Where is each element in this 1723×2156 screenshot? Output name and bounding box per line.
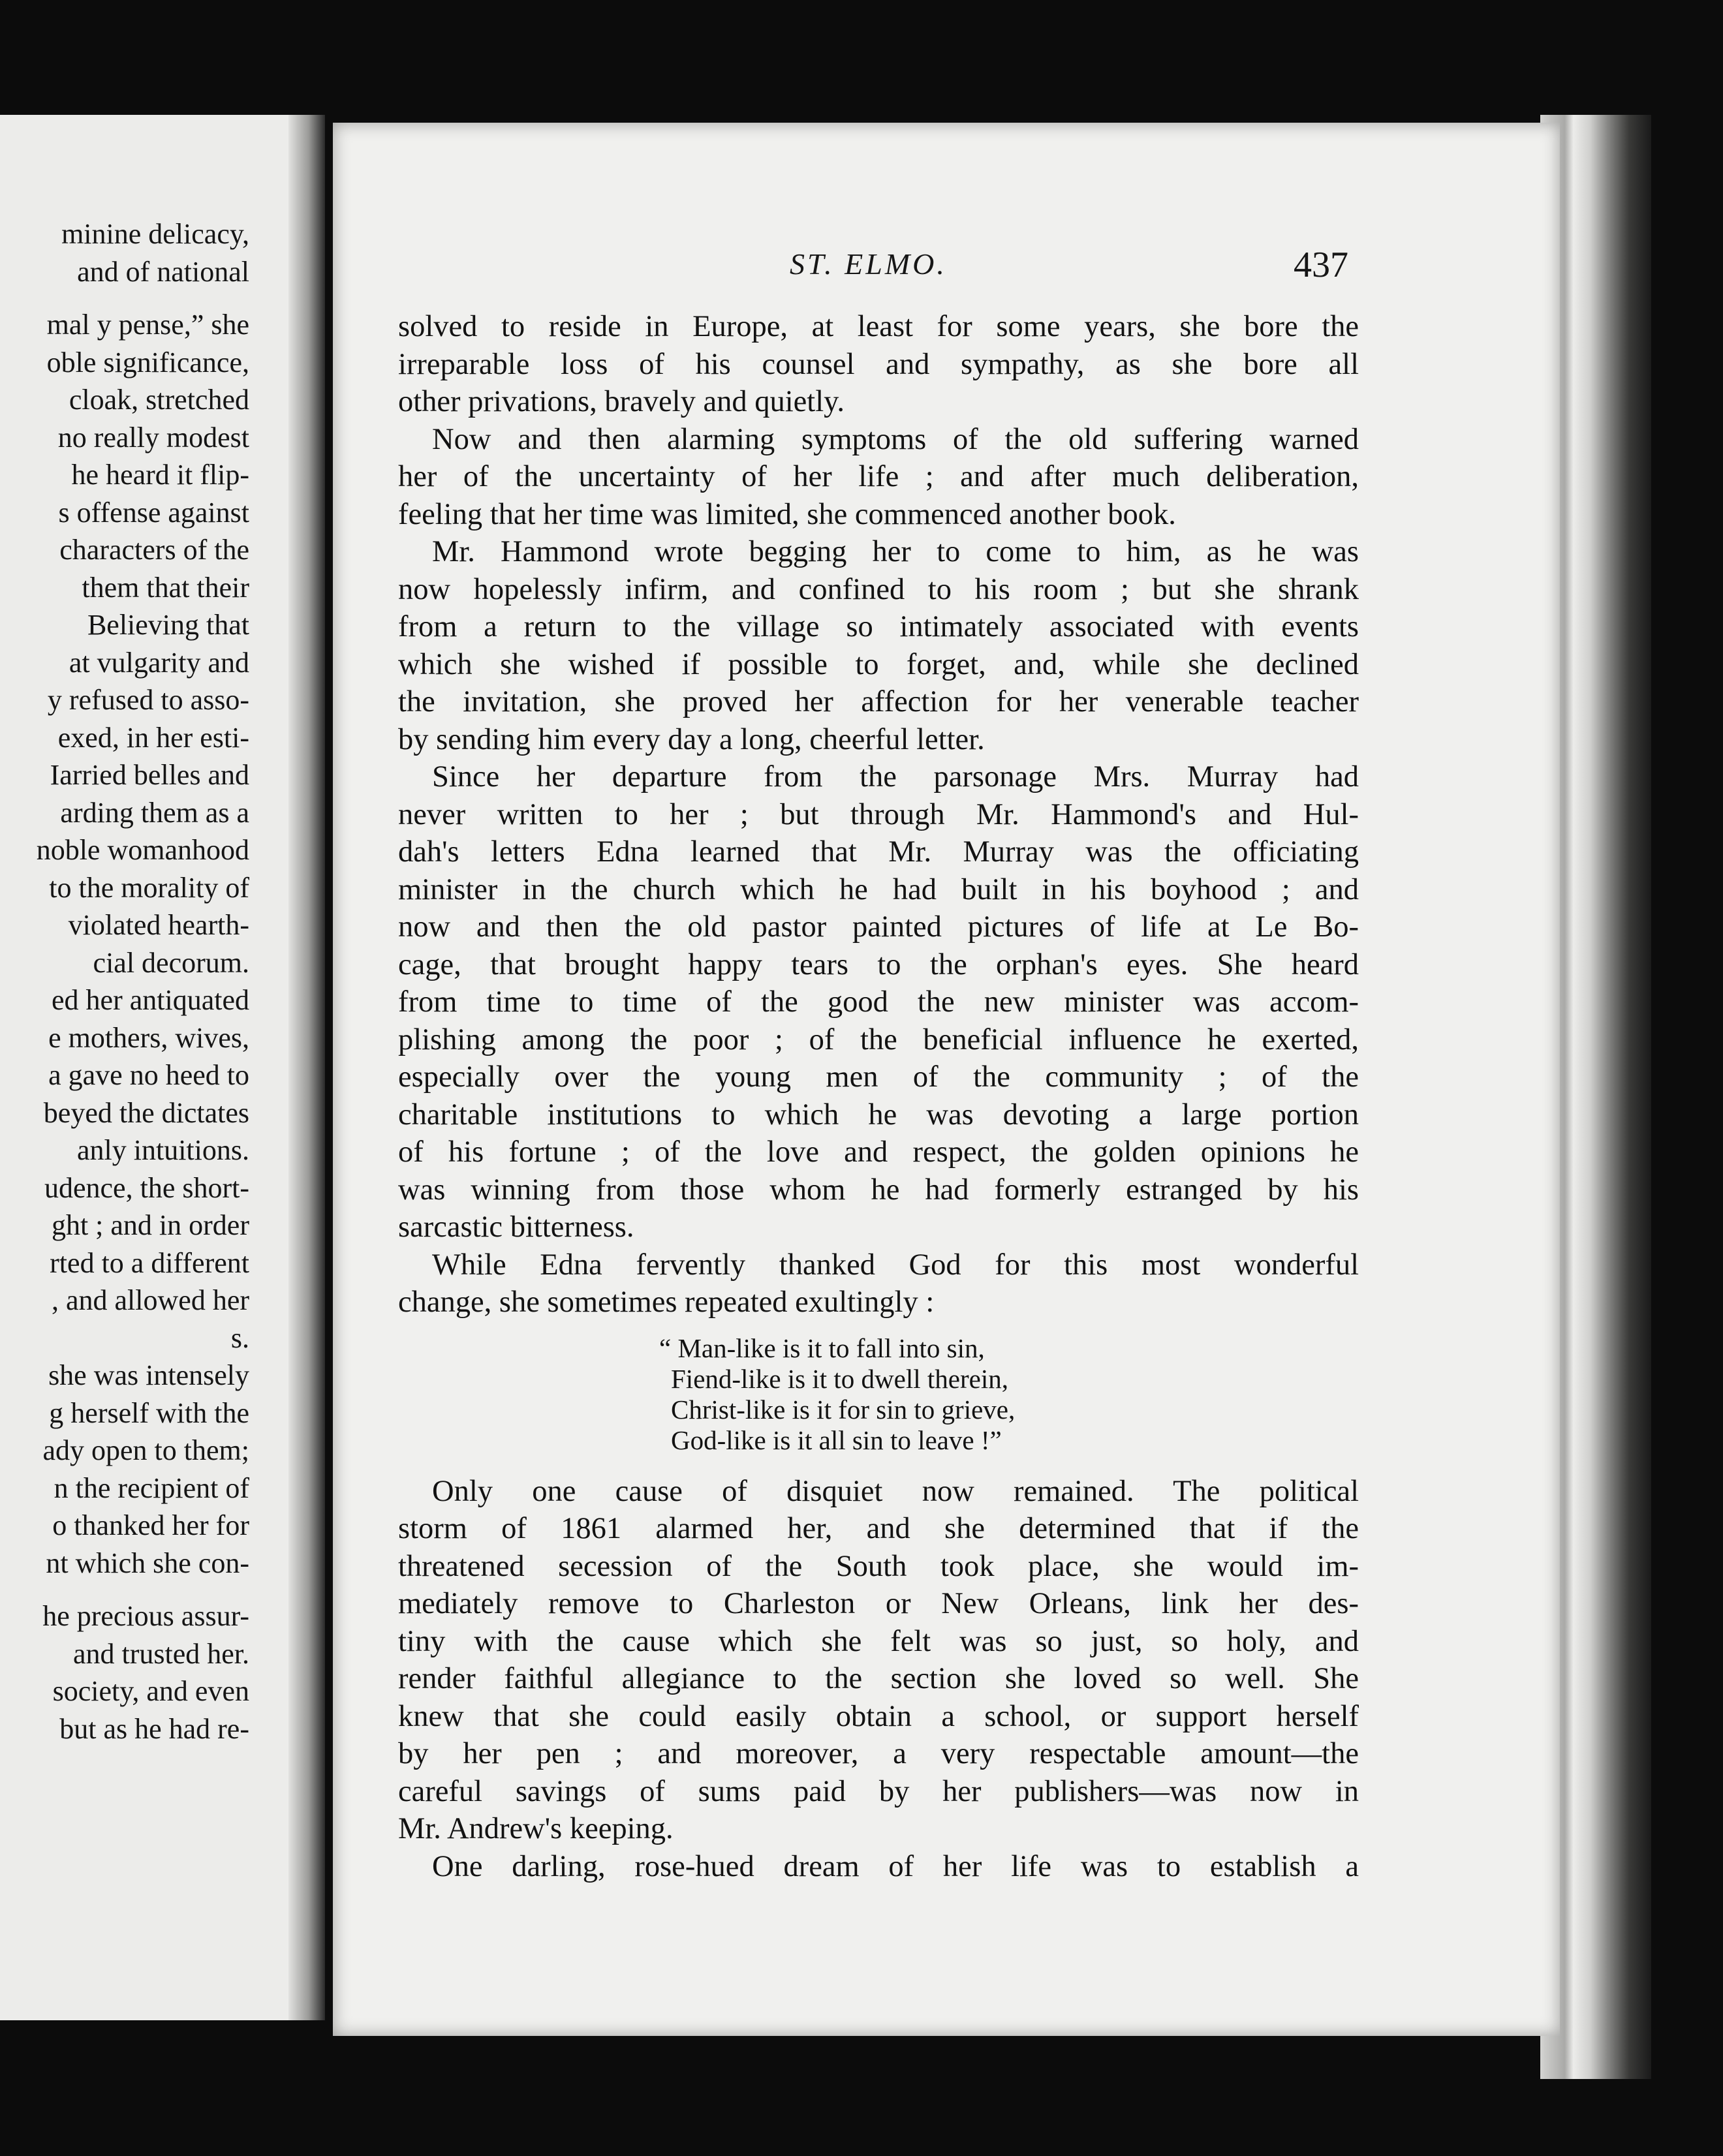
text-line: One darling, rose-hued dream of her life was to establish a xyxy=(432,1849,1359,1883)
text-line: now hopelessly infirm, and confined to his room ; but she shrank xyxy=(398,572,1359,606)
text-line: cage, that brought happy tears to the orphan's eyes. She heard xyxy=(398,947,1359,981)
left-text-line: s. xyxy=(230,1321,249,1354)
left-text-line: cloak, stretched xyxy=(69,384,249,416)
text-line: by sending him every day a long, cheerful letter. xyxy=(398,722,985,756)
verse-quotation xyxy=(398,1333,1359,1456)
verse-line: Christ-like is it for sin to grieve, xyxy=(671,1394,1016,1424)
left-text-line: o thanked her for xyxy=(52,1509,249,1541)
text-line: from a return to the village so intimately associated with events xyxy=(398,610,1359,643)
text-line: threatened secession of the South took place, she would im- xyxy=(398,1549,1359,1583)
text-line: of his fortune ; of the love and respect, the golden opinions he xyxy=(398,1135,1359,1169)
text-line: tiny with the cause which she felt was so just, so holy, and xyxy=(398,1624,1359,1658)
page-header xyxy=(333,247,1560,299)
text-line: minister in the church which he had built in his boyhood ; and xyxy=(398,872,1359,906)
left-text-line: she was intensely xyxy=(48,1359,249,1391)
left-text-line: exed, in her esti- xyxy=(57,721,249,754)
left-text-line: to the morality of xyxy=(49,871,249,904)
left-text-line: at vulgarity and xyxy=(69,646,249,679)
text-line: knew that she could easily obtain a school, or support herself xyxy=(398,1699,1359,1733)
body-paragraphs xyxy=(398,308,1359,1321)
text-line: other privations, bravely and quietly. xyxy=(398,385,845,418)
left-text-line: and of national xyxy=(77,255,249,288)
left-text-line: them that their xyxy=(82,571,249,604)
left-text-line: oble significance, xyxy=(46,346,249,378)
left-text-line: noble womanhood xyxy=(36,834,249,866)
text-line: now and then the old pastor painted pictures of life at Le Bo- xyxy=(398,910,1359,944)
left-text-line: ed her antiquated xyxy=(52,984,249,1016)
left-text-line: Iarried belles and xyxy=(50,759,249,791)
text-line: careful savings of sums paid by her publishers—was now in xyxy=(398,1774,1359,1808)
text-line: Mr. Andrew's keeping. xyxy=(398,1812,674,1845)
text-line: irreparable loss of his counsel and sympathy, as she bore all xyxy=(398,347,1359,381)
text-line: Mr. Hammond wrote begging her to come to him, as he was xyxy=(432,535,1359,568)
left-text-line: nt which she con- xyxy=(46,1547,249,1579)
left-text-line: udence, the short- xyxy=(44,1171,249,1204)
left-text-line: arding them as a xyxy=(60,796,249,829)
left-text-line: violated hearth- xyxy=(68,909,249,941)
text-line: Now and then alarming symptoms of the old suffering warned xyxy=(432,422,1359,456)
verse-line: Fiend-like is it to dwell therein, xyxy=(671,1363,1008,1394)
text-line: which she wished if possible to forget, and, while she declined xyxy=(398,647,1359,681)
text-line: plishing among the poor ; of the beneficial influence he exerted, xyxy=(398,1023,1359,1056)
left-text-line: ght ; and in order xyxy=(51,1209,249,1241)
verse-line: God-like is it all sin to leave !” xyxy=(671,1424,1002,1455)
left-text-line: g herself with the xyxy=(49,1396,249,1429)
left-text-line: beyed the dictates xyxy=(43,1096,249,1129)
left-text-line: Believing that xyxy=(87,609,249,641)
text-line: by her pen ; and moreover, a very respectable amount—the xyxy=(398,1737,1359,1770)
book-page xyxy=(333,123,1560,2036)
left-text-line: and trusted her. xyxy=(72,1637,249,1670)
book-gutter xyxy=(288,115,325,2020)
text-line: the invitation, she proved her affection for her venerable teacher xyxy=(398,685,1359,718)
text-line: Since her departure from the parsonage Mrs. Murray had xyxy=(432,760,1359,793)
left-page-text xyxy=(0,215,249,1748)
text-line: Only one cause of disquiet now remained. The political xyxy=(432,1474,1359,1508)
text-line: change, she sometimes repeated exultingly : xyxy=(398,1286,935,1319)
left-text-line: s offense against xyxy=(58,496,249,529)
left-text-line: a gave no heed to xyxy=(48,1059,249,1091)
text-line: never written to her ; but through Mr. Hammond's and Hul- xyxy=(398,797,1359,831)
text-line: While Edna fervently thanked God for this most wonderful xyxy=(432,1248,1359,1282)
page-number: 437 xyxy=(1294,245,1348,285)
text-line: mediately remove to Charleston or New Orleans, link her des- xyxy=(398,1587,1359,1620)
page-body xyxy=(398,308,1359,1885)
left-text-line: cial decorum. xyxy=(93,946,249,979)
text-line: charitable institutions to which he was devoting a large portion xyxy=(398,1098,1359,1132)
left-text-line: mal y pense,” she xyxy=(46,309,249,341)
left-text-line: no really modest xyxy=(57,421,249,454)
left-text-line: society, and even xyxy=(52,1675,249,1707)
running-title: ST. ELMO. xyxy=(790,247,947,281)
text-line: solved to reside in Europe, at least for some years, she bore the xyxy=(398,310,1359,343)
left-text-line: e mothers, wives, xyxy=(48,1021,249,1054)
left-text-line: he heard it flip- xyxy=(71,459,249,491)
left-text-line: minine delicacy, xyxy=(61,218,249,250)
verse-line: “ Man-like is it to fall into sin, xyxy=(659,1332,985,1363)
left-text-line: rted to a different xyxy=(50,1246,249,1279)
left-text-line: y refused to asso- xyxy=(47,684,249,716)
text-line: from time to time of the good the new minister was accom- xyxy=(398,985,1359,1019)
text-line: especially over the young men of the community ; of the xyxy=(398,1060,1359,1094)
text-line: was winning from those whom he had formerly estranged by his xyxy=(398,1173,1359,1207)
left-text-line: n the recipient of xyxy=(54,1471,249,1504)
text-line: render faithful allegiance to the section she loved so well. She xyxy=(398,1662,1359,1695)
body-paragraphs-after-verse xyxy=(398,1473,1359,1886)
text-line: dah's letters Edna learned that Mr. Murray was the officiating xyxy=(398,835,1359,869)
left-text-line: but as he had re- xyxy=(59,1712,249,1745)
text-line: feeling that her time was limited, she commenced another book. xyxy=(398,497,1176,531)
text-line: storm of 1861 alarmed her, and she determined that if the xyxy=(398,1512,1359,1545)
text-line: sarcastic bitterness. xyxy=(398,1210,634,1244)
left-text-line: , and allowed her xyxy=(52,1284,249,1316)
left-text-line: he precious assur- xyxy=(42,1600,249,1632)
text-line: her of the uncertainty of her life ; and after much deliberation, xyxy=(398,460,1359,493)
left-text-line: ady open to them; xyxy=(42,1434,249,1466)
left-text-line: characters of the xyxy=(59,534,249,566)
left-text-line: anly intuitions. xyxy=(77,1134,249,1166)
